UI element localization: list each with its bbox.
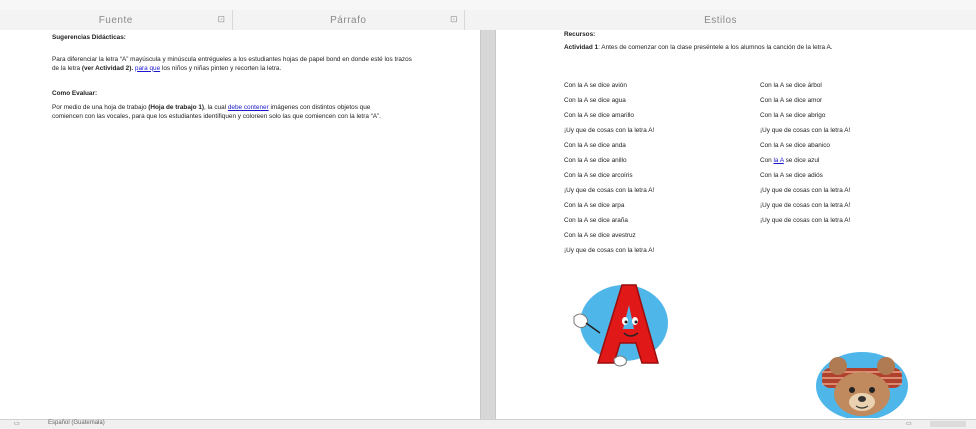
paragraph-sugerencias — [52, 56, 417, 73]
heading-sugerencias: Sugerencias Didácticas: — [52, 34, 126, 41]
heading-recursos: Recursos: — [564, 31, 596, 38]
ribbon-group-font — [0, 10, 233, 30]
song-line: ¡Uy que de cosas con la letra A! — [760, 127, 851, 134]
song-line: ¡Uy que de cosas con la letra A! — [564, 247, 655, 254]
song-line: Con la A se dice abanico — [760, 142, 830, 149]
ribbon-group-paragraph-label: Párrafo — [330, 14, 367, 26]
song-line: Con la A se dice avión — [564, 82, 627, 89]
page-gutter — [480, 30, 496, 419]
song-line: Con la A se dice anillo — [564, 157, 627, 164]
song-line: Con la A se dice araña — [564, 217, 628, 224]
document-page-left[interactable] — [0, 30, 480, 419]
bear-clipart[interactable] — [814, 346, 910, 418]
print-layout-icon[interactable] — [930, 421, 966, 427]
p2-text: Por medio de una hoja de trabajo — [52, 104, 149, 111]
document-page-right[interactable] — [496, 30, 976, 419]
paragraph-actividad-1 — [564, 44, 934, 53]
p2-link[interactable]: debe contener — [227, 104, 269, 111]
actividad-1-text: : Antes de comenzar con la clase preséntele a los alumnos la canción de la letra A. — [598, 44, 833, 51]
ribbon-group-font-label: Fuente — [98, 14, 133, 26]
p2-text-mid: , la cual — [204, 104, 228, 111]
font-dialog-launcher-icon[interactable]: ⊡ — [217, 14, 226, 24]
song-line: ¡Uy que de cosas con la letra A! — [760, 202, 851, 209]
song-line: ¡Uy que de cosas con la letra A! — [760, 187, 851, 194]
song-line: ¡Uy que de cosas con la letra A! — [760, 217, 851, 224]
ribbon-group-labels — [0, 10, 976, 31]
title-strip — [0, 0, 976, 10]
language-indicator[interactable]: Español (Guatemala) — [48, 420, 105, 426]
ribbon-group-styles — [465, 10, 976, 30]
song-line-end: se dice azul — [783, 157, 820, 164]
ribbon-group-paragraph — [233, 10, 466, 30]
song-column-2 — [760, 78, 930, 228]
ribbon-group-styles-label: Estilos — [704, 14, 738, 26]
paragraph-como-evaluar — [52, 104, 397, 121]
p1-link[interactable]: para que — [134, 64, 161, 72]
song-line: Con la A se dice amor — [760, 97, 823, 104]
song-line: ¡Uy que de cosas con la letra A! — [564, 187, 655, 194]
paragraph-dialog-launcher-icon[interactable]: ⊡ — [450, 14, 459, 24]
song-line: Con la A se dice anda — [564, 142, 626, 149]
heading-como-evaluar: Como Evaluar: — [52, 90, 98, 97]
actividad-1-label: Actividad 1 — [564, 44, 599, 51]
song-line: Con la A se dice arcoíris — [564, 172, 633, 179]
p1-text: Para diferenciar la letra “A” mayúscula y minúscula entrégueles a los estudiantes hojas de papel bond en donde esté los trazos de la letra — [52, 56, 412, 72]
song-line — [760, 153, 930, 168]
song-line: Con la A se dice abrigo — [760, 112, 826, 119]
letter-a-clipart[interactable] — [564, 277, 676, 369]
song-line: Con la A se dice amarillo — [564, 112, 634, 119]
p1-text-end: los niños y niñas pinten y recorten la letra. — [160, 64, 282, 72]
song-line: ¡Uy que de cosas con la letra A! — [564, 127, 655, 134]
song-line: Con la A se dice agua — [564, 97, 626, 104]
song-line-link[interactable]: la A — [773, 157, 784, 164]
p2-text-end: imágenes con distintos objetos que comiencen con las vocales, para que los estudiantes identifiquen y coloreen solo las que comiencen con la letra “A”. — [52, 104, 381, 120]
song-line: Con la A se dice adiós — [760, 172, 823, 179]
song-line: Con la A se dice árbol — [760, 82, 822, 89]
p1-bold: (ver Actividad 2). — [81, 64, 134, 72]
song-line: Con la A se dice avestruz — [564, 232, 636, 239]
page-icon[interactable]: ▭ — [14, 421, 20, 427]
read-mode-icon[interactable]: ▭ — [906, 421, 912, 427]
song-line-start: Con — [760, 157, 774, 164]
p2-bold: (Hoja de trabajo 1) — [148, 104, 205, 111]
song-column-1 — [564, 78, 734, 258]
song-line: Con la A se dice arpa — [564, 202, 625, 209]
